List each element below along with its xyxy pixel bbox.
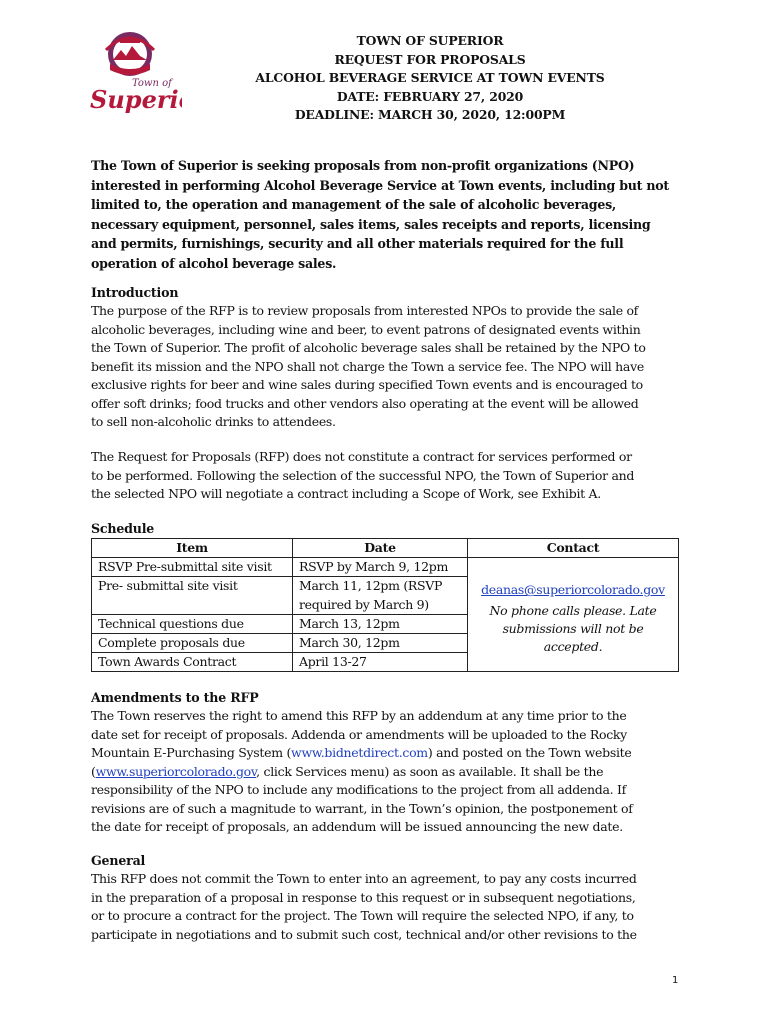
paragraph-line: The Request for Proposals (RFP) does not constitute a contract for services performed or [91,449,632,464]
amendments-paragraph [91,707,681,837]
paragraph-line: benefit its mission and the NPO shall not charge the Town a service fee. The NPO will have [91,358,644,374]
paragraph-line: The purpose of the RFP is to review proposals from interested NPOs to provide the sale of [91,303,639,318]
introduction-heading: Introduction [91,285,179,300]
schedule-date: March 11, 12pm (RSVP required by March 9) [293,577,468,614]
text-segment: ) and posted on the Town website [427,745,632,760]
document-header [180,32,680,125]
intro-line: The Town of Superior is seeking proposals from non-profit organizations (NPO) [91,158,635,173]
header-line-5: DEADLINE: MARCH 30, 2020, 12:00PM [294,107,566,123]
paragraph-line: This RFP does not commit the Town to enter into an agreement, to pay any costs incurred [91,871,637,886]
paragraph-line [91,744,681,763]
logo-small-text: Town of [132,78,172,89]
town-website-link[interactable]: www.superiorcolorado.gov [95,763,257,779]
paragraph-line: alcoholic beverages, including wine and beer, to event patrons of designated events within [91,321,641,337]
paragraph-line: The Town reserves the right to amend this RFP by an addendum at any time prior to the [91,708,627,723]
schedule-item: Technical questions due [92,614,293,633]
contact-note: No phone calls please. Late submissions will not be accepted. [489,602,657,655]
page-number: 1 [672,975,679,986]
header-line-2: REQUEST FOR PROPOSALS [334,51,526,67]
intro-summary [91,156,681,273]
header-line-3: ALCOHOL BEVERAGE SERVICE AT TOWN EVENTS [255,70,605,86]
intro-line: interested in performing Alcohol Beverage Service at Town events, including but not [91,177,669,193]
paragraph-line: offer soft drinks; food trucks and other vendors also operating at the event will be allowed [91,395,639,411]
intro-line: limited to, the operation and management of the sale of alcoholic beverages, [91,197,617,212]
general-heading: General [91,853,146,868]
intro-line: operation of alcohol beverage sales. [91,255,337,271]
paragraph-line: to be performed. Following the selection of the successful NPO, the Town of Superior and [91,467,635,483]
header-line-1: TOWN OF SUPERIOR [356,33,504,48]
paragraph-line: exclusive rights for beer and wine sales during specified Town events and is encouraged to [91,377,643,392]
paragraph-line: revisions are of such a magnitude to warrant, in the Town’s opinion, the postponement of [91,800,633,816]
paragraph-line: the selected NPO will negotiate a contract including a Scope of Work, see Exhibit A. [91,486,601,501]
paragraph-line: or to procure a contract for the project. The Town will require the selected NPO, if any, to [91,908,634,923]
schedule-date: April 13-27 [293,653,468,672]
paragraph-line: participate in negotiations and to submit such cost, technical and/or other revisions to the [91,926,637,942]
schedule-item: RSVP Pre-submittal site visit [92,558,293,577]
text-segment: Mountain E-Purchasing System ( [91,745,292,760]
column-header-contact: Contact [468,539,679,558]
intro-line: and permits, furnishings, security and all other materials required for the full [91,236,624,251]
schedule-date: March 30, 12pm [293,634,468,653]
introduction-paragraph-2 [91,448,681,504]
table-header-row [92,539,679,558]
contact-email-link[interactable]: deanas@superiorcolorado.gov [481,582,665,598]
header-line-4: DATE: FEBRUARY 27, 2020 [336,88,524,104]
intro-line: necessary equipment, personnel, sales items, sales receipts and reports, licensing [91,216,651,232]
schedule-item: Pre- submittal site visit [92,577,293,614]
introduction-paragraph-1 [91,302,681,432]
paragraph-line: the date for receipt of proposals, an addendum will be issued announcing the new date. [91,819,623,834]
column-header-item: Item [92,539,293,558]
paragraph-line: in the preparation of a proposal in response to this request or in subsequent negotiations, [91,889,636,905]
paragraph-line: responsibility of the NPO to include any modifications to the project from all addenda. If [91,782,626,797]
logo-graphic [86,30,182,118]
schedule-date: RSVP by March 9, 12pm [293,558,468,577]
logo-large-text: Superi [90,85,179,114]
general-paragraph [91,870,681,944]
table-row [92,558,679,577]
schedule-item: Town Awards Contract [92,653,293,672]
schedule-heading: Schedule [91,521,155,536]
paragraph-line: date set for receipt of proposals. Addenda or amendments will be uploaded to the Rocky [91,726,627,742]
text-segment: , click Services menu) as soon as available. It shall be the [256,763,604,779]
bidnet-link[interactable]: www.bidnetdirect.com [291,745,428,760]
column-header-date: Date [293,539,468,558]
paragraph-line: the Town of Superior. The profit of alcoholic beverage sales shall be retained by the NPO to [91,340,646,355]
text-segment: ( [91,763,96,779]
schedule-date: March 13, 12pm [293,614,468,633]
contact-cell [468,558,679,672]
paragraph-line [91,763,681,782]
schedule-table [91,538,679,672]
amendments-heading: Amendments to the RFP [91,690,259,705]
schedule-item: Complete proposals due [92,634,293,653]
paragraph-line: to sell non-alcoholic drinks to attendees. [91,414,336,429]
town-of-superior-logo [86,30,182,118]
